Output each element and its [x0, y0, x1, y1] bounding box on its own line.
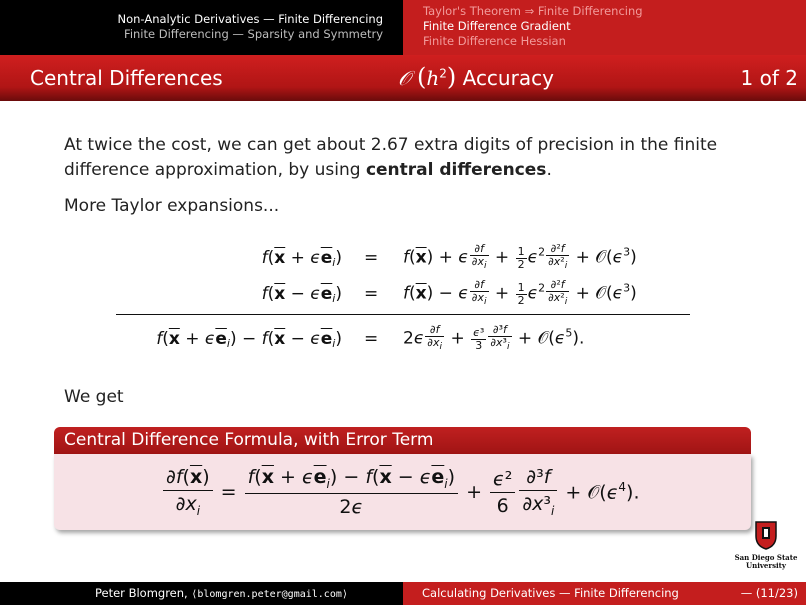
logo-text-line2: University: [746, 561, 786, 570]
frame-subtitle-text: Accuracy: [462, 66, 554, 90]
footer-talk-block: [403, 582, 806, 605]
equation-row-forward: $f(\overline{x} + \epsilon\overline{e}_i)$ = $f(\overline{x}) + \epsilon$ $\frac{\partial f}{\partial x_i}$ + $\frac{1}{2}$ $\epsilon^2$ $\frac{\text{∂²f}}{\partial x^2_i}$ + $𝒪(\epsilon^3)$: [261, 242, 637, 272]
frame-subtitle: 𝒪 $(h^2)$ Accuracy: [398, 63, 554, 91]
nav-subsection-gradient[interactable]: Finite Difference Gradient: [423, 19, 571, 33]
nav-subsection-taylor[interactable]: Taylor's Theorem ⇒ Finite Differencing: [423, 4, 643, 18]
we-get-text: We get: [64, 387, 124, 407]
sdsu-shield-icon: [754, 520, 778, 550]
big-o-symbol: 𝒪: [398, 66, 411, 90]
footer-email: ⟨blomgren.peter@gmail.com⟩: [191, 589, 348, 600]
footer-page-number: — (11/23): [740, 586, 798, 600]
footer-talk-title[interactable]: Calculating Derivatives — Finite Differencing: [422, 586, 679, 600]
taylor-intro: More Taylor expansions...: [64, 196, 280, 216]
formula-box-title: Central Difference Formula, with Error Term: [54, 427, 751, 454]
frame-title: Central Differences: [30, 66, 223, 90]
sdsu-logo: [728, 520, 804, 574]
central-difference-formula: $\frac{\partial f(\overline{x})}{\partial x_i}$ = $\frac{f(\overline{x} + \epsilon\overline{e}_i) - f(\overline{x} - \epsilon\overline{e}_i)}{2\epsilon}$ + $\frac{\text{ϵ²}}{6}$ $\frac{\text{∂³f}}{\partial x^3_i}$ + $𝒪(\epsilon^4)$.: [159, 464, 640, 520]
logo-text-line1: San Diego State: [734, 553, 798, 562]
nav-sections: [0, 0, 403, 55]
intro-paragraph: [64, 133, 754, 183]
formula-box-body: [54, 454, 751, 530]
equation-row-difference: $f(\overline{x} + \epsilon\overline{e}_i) - f(\overline{x} - \epsilon\overline{e}_i)$ = 2ϵ $\frac{\partial f}{\partial x_i}$ + $\frac{\text{ϵ³}}{3}$ $\frac{\text{∂³f}}{\partial x^3_i}$ + $𝒪(\epsilon^5)$.: [156, 323, 585, 353]
intro-text: At twice the cost, we can get about 2.67 extra digits of precision in the finite difference approximation, by using: [64, 135, 718, 180]
footer-author-block: [0, 582, 403, 605]
nav-section-current[interactable]: Non-Analytic Derivatives — Finite Differencing: [117, 12, 383, 26]
subtraction-rule: [116, 314, 690, 315]
nav-subsection-hessian[interactable]: Finite Difference Hessian: [423, 34, 566, 48]
equation-row-backward: $f(\overline{x} - \epsilon\overline{e}_i)$ = $f(\overline{x}) - \epsilon$ $\frac{\partial f}{\partial x_i}$ + $\frac{1}{2}$ $\epsilon^2$ $\frac{\text{∂²f}}{\partial x^2_i}$ + $𝒪(\epsilon^3)$: [261, 278, 637, 308]
frame-counter: 1 of 2: [740, 66, 798, 90]
order-exponent: 2: [439, 66, 447, 81]
nav-subsections: [403, 0, 806, 55]
order-variable: h: [426, 66, 440, 90]
frame-title-bar: [0, 55, 806, 101]
nav-section-next[interactable]: Finite Differencing — Sparsity and Symmetry: [124, 27, 383, 41]
intro-end: .: [546, 160, 552, 180]
top-navigation: [0, 0, 806, 55]
intro-bold-term: central differences: [365, 160, 547, 180]
footer: [0, 582, 806, 605]
footer-author: Peter Blomgren, ⟨blomgren.peter@gmail.com⟩: [95, 586, 348, 600]
